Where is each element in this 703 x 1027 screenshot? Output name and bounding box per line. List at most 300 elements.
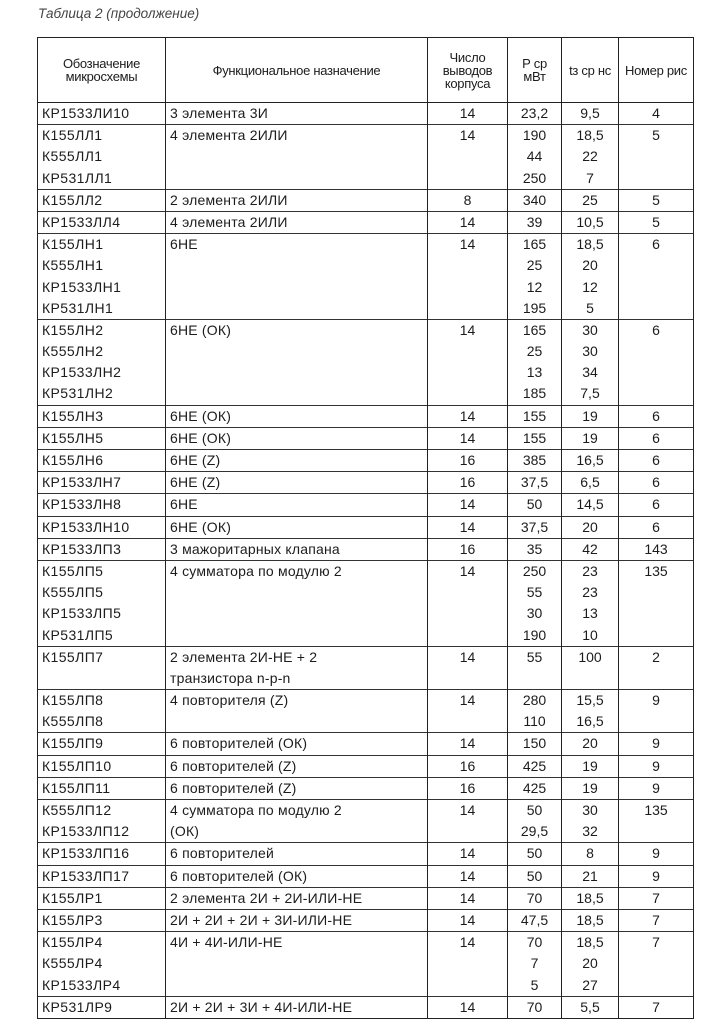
- power-cell-line: 195: [522, 299, 547, 316]
- delay-cell-line: 32: [582, 823, 598, 840]
- table-row: [38, 996, 694, 1018]
- chip-name-cell-line: КР1533ЛН7: [42, 474, 122, 491]
- figure-cell-value: 5: [652, 191, 660, 208]
- table-row: [38, 560, 694, 646]
- pins-cell: [428, 800, 508, 843]
- figure-cell-value: 9: [652, 735, 660, 752]
- function-cell: [166, 646, 428, 689]
- chip-name-cell: [38, 319, 166, 405]
- figure-cell: [619, 405, 694, 427]
- function-cell: [166, 560, 428, 646]
- function-cell-line: 6НЕ (ОК): [170, 407, 232, 424]
- power-cell-line: 150: [522, 735, 547, 752]
- figure-cell-value: 7: [652, 911, 660, 928]
- function-cell-line: 4 элемента 2ИЛИ: [170, 213, 288, 230]
- chip-name-cell-line: К155ЛП11: [42, 779, 111, 796]
- delay-cell-line: 9,5: [580, 105, 600, 121]
- chip-name-cell-line: КР1533ЛП17: [42, 867, 130, 884]
- chip-name-cell-line: К555ЛП5: [42, 584, 104, 601]
- chip-name-cell-line: КР1533ЛН2: [42, 364, 122, 381]
- table-row: [38, 865, 694, 887]
- figure-cell-value: 6: [652, 518, 660, 535]
- function-cell: [166, 319, 428, 405]
- delay-cell-line: 23: [582, 584, 598, 601]
- figure-cell-value: 6: [652, 236, 660, 253]
- header-function: Функциональное назначение: [166, 38, 428, 103]
- table-row: [38, 733, 694, 755]
- function-cell-line: 6 повторителей (Z): [170, 757, 297, 774]
- chip-name-cell: [38, 516, 166, 538]
- delay-cell: [562, 538, 619, 560]
- pins-cell: [428, 494, 508, 516]
- chip-name-cell-line: К555ЛЛ1: [42, 148, 103, 165]
- delay-cell-line: 16,5: [576, 452, 604, 468]
- chip-name-cell-line: КР1533ЛН8: [42, 496, 122, 513]
- delay-cell-line: 20: [582, 735, 598, 752]
- function-cell: [166, 125, 428, 190]
- table-row: [38, 472, 694, 494]
- chip-name-cell: [38, 932, 166, 997]
- pins-cell-value: 14: [459, 429, 476, 446]
- power-cell-line: 155: [522, 407, 547, 424]
- pins-cell-value: 14: [459, 321, 476, 338]
- chip-name-cell-line: К555ЛН2: [42, 343, 104, 360]
- pins-cell-value: 16: [459, 540, 476, 557]
- pins-cell: [428, 450, 508, 472]
- pins-cell: [428, 405, 508, 427]
- power-cell-line: 165: [522, 321, 547, 338]
- figure-cell-value: 143: [644, 540, 668, 557]
- power-cell: [508, 494, 562, 516]
- pins-cell-value: 14: [459, 867, 476, 884]
- delay-cell: [562, 494, 619, 516]
- table-row: [38, 800, 694, 843]
- table-row: [38, 755, 694, 777]
- pins-cell-value: 16: [459, 779, 476, 796]
- chip-name-cell-line: КР1533ЛР4: [42, 976, 121, 993]
- pins-cell: [428, 234, 508, 320]
- delay-cell-line: 30: [582, 321, 598, 338]
- function-cell-line: 4 элемента 2ИЛИ: [170, 127, 288, 144]
- chip-name-cell-line: К555ЛП12: [42, 802, 112, 818]
- pins-cell: [428, 427, 508, 449]
- chip-name-cell-line: КР1533ЛН1: [42, 278, 122, 295]
- power-cell-line: 35: [526, 540, 543, 557]
- delay-cell: [562, 427, 619, 449]
- figure-cell-value: 9: [652, 779, 660, 796]
- chip-name-cell-line: КР1533ЛИ10: [42, 105, 130, 121]
- chip-name-cell-line: КР1533ЛП3: [42, 540, 122, 557]
- power-cell-line: 37,5: [520, 474, 549, 491]
- chip-name-cell: [38, 427, 166, 449]
- function-cell-line: 2И + 2И + 3И + 4И-ИЛИ-НЕ: [170, 998, 353, 1015]
- chip-name-cell: [38, 450, 166, 472]
- chip-name-cell: [38, 865, 166, 887]
- pins-cell-value: 14: [459, 845, 476, 862]
- power-cell-line: 165: [522, 236, 547, 253]
- pins-cell: [428, 472, 508, 494]
- power-cell-line: 385: [522, 452, 547, 468]
- power-cell-line: 47,5: [520, 911, 549, 928]
- function-cell-line: 3 мажоритарных клапана: [170, 540, 340, 557]
- function-cell-line: 6НЕ (ОК): [170, 518, 232, 535]
- function-cell: [166, 234, 428, 320]
- figure-cell: [619, 538, 694, 560]
- chip-name-cell: [38, 125, 166, 190]
- figure-cell-value: 7: [652, 934, 660, 951]
- chip-name-cell-line: К555ЛР4: [42, 955, 103, 972]
- chip-name-cell: [38, 755, 166, 777]
- figure-cell-value: 6: [652, 496, 660, 513]
- function-cell-line: 4И + 4И-ИЛИ-НЕ: [170, 934, 283, 951]
- pins-cell: [428, 932, 508, 997]
- chip-name-cell-line: КР531ЛР9: [42, 998, 113, 1015]
- figure-cell: [619, 125, 694, 190]
- figure-cell-value: 9: [652, 757, 660, 774]
- delay-cell: [562, 865, 619, 887]
- figure-cell: [619, 234, 694, 320]
- power-cell-line: 50: [526, 496, 543, 513]
- delay-cell: [562, 755, 619, 777]
- figure-cell-value: 135: [644, 802, 668, 818]
- delay-cell-line: 23: [582, 562, 598, 579]
- delay-cell: [562, 996, 619, 1018]
- power-cell-line: 110: [523, 713, 546, 730]
- delay-cell-line: 10: [582, 626, 598, 643]
- function-cell-line: (ОК): [170, 823, 200, 840]
- power-cell-line: 185: [522, 385, 547, 402]
- function-cell: [166, 733, 428, 755]
- delay-cell: [562, 800, 619, 843]
- chip-name-cell: [38, 494, 166, 516]
- delay-cell: [562, 450, 619, 472]
- figure-cell-value: 6: [652, 429, 660, 446]
- power-cell-line: 70: [526, 998, 543, 1015]
- power-cell-line: 50: [526, 802, 543, 818]
- delay-cell-line: 42: [582, 540, 598, 557]
- function-cell-line: 2И + 2И + 2И + 3И-ИЛИ-НЕ: [170, 911, 353, 928]
- figure-cell-value: 6: [652, 407, 660, 424]
- figure-cell: [619, 996, 694, 1018]
- power-cell-line: 340: [522, 191, 547, 208]
- function-cell: [166, 103, 428, 125]
- figure-cell: [619, 733, 694, 755]
- delay-cell: [562, 125, 619, 190]
- pins-cell-value: 14: [459, 735, 476, 752]
- pins-cell-value: 14: [459, 648, 476, 665]
- chip-name-cell: [38, 646, 166, 689]
- pins-cell: [428, 843, 508, 865]
- table-row: [38, 690, 694, 733]
- function-cell: [166, 887, 428, 909]
- function-cell-line: 4 сумматора по модулю 2: [170, 802, 342, 818]
- table-row: [38, 189, 694, 211]
- power-cell-line: 13: [526, 364, 543, 381]
- function-cell-line: 6 повторителей: [170, 845, 274, 862]
- delay-cell: [562, 887, 619, 909]
- power-cell-line: 25: [526, 343, 543, 360]
- delay-cell-line: 20: [582, 257, 598, 274]
- pins-cell: [428, 996, 508, 1018]
- delay-cell: [562, 690, 619, 733]
- delay-cell-line: 7: [586, 169, 594, 186]
- function-cell: [166, 516, 428, 538]
- power-cell-line: 425: [522, 779, 547, 796]
- figure-cell: [619, 646, 694, 689]
- power-cell: [508, 887, 562, 909]
- pins-cell-value: 14: [459, 496, 476, 513]
- pins-cell: [428, 538, 508, 560]
- figure-cell-value: 6: [652, 452, 660, 468]
- power-cell-line: 155: [522, 429, 547, 446]
- chip-name-cell-line: К155ЛР1: [42, 889, 103, 906]
- figure-cell: [619, 211, 694, 233]
- chip-name-cell-line: К155ЛР3: [42, 911, 103, 928]
- pins-cell-value: 16: [459, 452, 476, 468]
- microcircuit-table: [37, 37, 694, 1019]
- delay-cell: [562, 909, 619, 931]
- figure-cell-value: 6: [652, 474, 660, 491]
- figure-cell-value: 7: [652, 998, 660, 1015]
- delay-cell-line: 22: [582, 148, 598, 165]
- delay-cell: [562, 777, 619, 799]
- table-row: [38, 125, 694, 190]
- chip-name-cell: [38, 211, 166, 233]
- pins-cell-value: 14: [459, 998, 476, 1015]
- figure-cell: [619, 777, 694, 799]
- power-cell: [508, 103, 562, 125]
- delay-cell-line: 20: [582, 518, 598, 535]
- chip-name-cell-line: К155ЛП10: [42, 757, 112, 774]
- function-cell: [166, 450, 428, 472]
- power-cell-line: 70: [526, 889, 543, 906]
- function-cell-line: 6НЕ (Z): [170, 452, 221, 468]
- function-cell-line: 4 повторителя (Z): [170, 692, 289, 709]
- pins-cell-value: 14: [459, 692, 476, 709]
- pins-cell-value: 14: [459, 802, 476, 818]
- function-cell-line: 6 повторителей (ОК): [170, 867, 308, 884]
- header-name: Обозначение микросхемы: [38, 38, 166, 103]
- chip-name-cell: [38, 472, 166, 494]
- power-cell: [508, 125, 562, 190]
- power-cell: [508, 450, 562, 472]
- delay-cell-line: 19: [582, 757, 598, 774]
- function-cell: [166, 538, 428, 560]
- chip-name-cell-line: К155ЛП8: [42, 692, 104, 709]
- pins-cell-value: 14: [459, 518, 476, 535]
- function-cell: [166, 996, 428, 1018]
- table-row: [38, 909, 694, 931]
- function-cell: [166, 472, 428, 494]
- function-cell-line: 2 элемента 2И + 2И-ИЛИ-НЕ: [170, 889, 363, 906]
- function-cell-line: транзистора n-p-n: [170, 669, 291, 686]
- function-cell-line: 6 повторителей (Z): [170, 779, 297, 796]
- pins-cell: [428, 125, 508, 190]
- delay-cell: [562, 189, 619, 211]
- function-cell: [166, 690, 428, 733]
- pins-cell-value: 14: [459, 889, 476, 906]
- chip-name-cell: [38, 234, 166, 320]
- figure-cell: [619, 189, 694, 211]
- power-cell: [508, 211, 562, 233]
- function-cell: [166, 494, 428, 516]
- delay-cell: [562, 211, 619, 233]
- table-row: [38, 450, 694, 472]
- pins-cell: [428, 690, 508, 733]
- table-row: [38, 405, 694, 427]
- chip-name-cell-line: К155ЛР4: [42, 934, 103, 951]
- chip-name-cell: [38, 909, 166, 931]
- chip-name-cell: [38, 733, 166, 755]
- table-row: [38, 538, 694, 560]
- chip-name-cell: [38, 538, 166, 560]
- power-cell: [508, 560, 562, 646]
- pins-cell-value: 8: [463, 191, 472, 208]
- figure-cell-value: 9: [652, 845, 660, 862]
- power-cell: [508, 996, 562, 1018]
- delay-cell: [562, 560, 619, 646]
- power-cell-line: 37,5: [520, 518, 549, 535]
- power-cell-line: 25: [526, 257, 543, 274]
- power-cell-line: 190: [522, 127, 547, 144]
- chip-name-cell: [38, 996, 166, 1018]
- power-cell: [508, 733, 562, 755]
- chip-name-cell: [38, 800, 166, 843]
- pins-cell-value: 14: [459, 105, 476, 121]
- delay-cell: [562, 319, 619, 405]
- power-cell-line: 39: [526, 213, 543, 230]
- figure-cell-value: 2: [652, 648, 660, 665]
- function-cell-line: 6НЕ (Z): [170, 474, 221, 491]
- delay-cell-line: 34: [582, 364, 598, 381]
- table-row: [38, 887, 694, 909]
- delay-cell-line: 12: [582, 278, 598, 295]
- chip-name-cell-line: К555ЛП8: [42, 713, 104, 730]
- table-row: [38, 494, 694, 516]
- pins-cell: [428, 516, 508, 538]
- figure-cell-value: 9: [652, 867, 660, 884]
- function-cell-line: 6НЕ (ОК): [170, 429, 232, 446]
- function-cell-line: 6НЕ (ОК): [170, 321, 232, 338]
- power-cell: [508, 405, 562, 427]
- pins-cell-value: 14: [459, 934, 476, 951]
- table-row: [38, 211, 694, 233]
- figure-cell: [619, 800, 694, 843]
- table-row: [38, 319, 694, 405]
- delay-cell-line: 7,5: [580, 385, 600, 402]
- delay-cell-line: 10,5: [576, 213, 604, 230]
- chip-name-cell-line: КР531ЛН1: [42, 299, 114, 316]
- header-delay: tз ср нс: [562, 38, 619, 103]
- power-cell: [508, 646, 562, 689]
- power-cell-line: 55: [526, 648, 543, 665]
- power-cell: [508, 516, 562, 538]
- table-row: [38, 646, 694, 689]
- pins-cell: [428, 646, 508, 689]
- function-cell-line: 6НЕ: [170, 236, 198, 253]
- power-cell-line: 30: [526, 605, 543, 622]
- figure-cell-value: 5: [652, 213, 660, 230]
- figure-cell: [619, 755, 694, 777]
- delay-cell-line: 18,5: [576, 911, 604, 928]
- delay-cell-line: 5: [586, 299, 594, 316]
- pins-cell-value: 14: [459, 911, 476, 928]
- delay-cell: [562, 646, 619, 689]
- chip-name-cell-line: К155ЛН3: [42, 407, 104, 424]
- pins-cell: [428, 865, 508, 887]
- power-cell: [508, 427, 562, 449]
- delay-cell: [562, 472, 619, 494]
- power-cell: [508, 690, 562, 733]
- figure-cell: [619, 450, 694, 472]
- power-cell: [508, 843, 562, 865]
- chip-name-cell-line: К155ЛН6: [42, 452, 104, 468]
- power-cell-line: 50: [526, 845, 543, 862]
- function-cell: [166, 405, 428, 427]
- function-cell: [166, 777, 428, 799]
- figure-cell: [619, 690, 694, 733]
- power-cell-line: 7: [530, 955, 539, 972]
- power-cell-line: 29,5: [520, 823, 549, 840]
- figure-cell-value: 7: [652, 889, 660, 906]
- delay-cell-line: 6,5: [580, 474, 600, 491]
- pins-cell: [428, 103, 508, 125]
- power-cell-line: 425: [522, 757, 547, 774]
- power-cell: [508, 932, 562, 997]
- table-row: [38, 516, 694, 538]
- pins-cell-value: 14: [459, 407, 476, 424]
- power-cell-line: 250: [522, 169, 547, 186]
- delay-cell-line: 19: [582, 429, 598, 446]
- table-header-row: [38, 38, 694, 103]
- delay-cell-line: 25: [582, 191, 598, 208]
- chip-name-cell-line: КР1533ЛП5: [42, 605, 122, 622]
- figure-cell: [619, 427, 694, 449]
- pins-cell: [428, 319, 508, 405]
- chip-name-cell-line: К155ЛП7: [42, 648, 104, 665]
- delay-cell-line: 27: [582, 976, 598, 993]
- function-cell-line: 3 элемента 3И: [170, 105, 268, 121]
- table-body: [38, 103, 694, 1019]
- delay-cell-line: 14,5: [576, 496, 604, 513]
- figure-cell: [619, 103, 694, 125]
- function-cell-line: 4 сумматора по модулю 2: [170, 562, 342, 579]
- power-cell-line: 250: [522, 562, 547, 579]
- chip-name-cell: [38, 843, 166, 865]
- pins-cell: [428, 733, 508, 755]
- figure-cell: [619, 319, 694, 405]
- chip-name-cell-line: К155ЛЛ1: [42, 127, 103, 144]
- function-cell-line: 2 элемента 2И-НЕ + 2: [170, 648, 318, 665]
- chip-name-cell-line: КР1533ЛЛ4: [42, 213, 121, 230]
- power-cell: [508, 800, 562, 843]
- function-cell: [166, 427, 428, 449]
- figure-cell: [619, 932, 694, 997]
- figure-cell: [619, 472, 694, 494]
- power-cell-line: 12: [526, 278, 543, 295]
- figure-cell-value: 5: [652, 127, 660, 144]
- power-cell: [508, 538, 562, 560]
- delay-cell-line: 30: [582, 802, 598, 818]
- pins-cell-value: 14: [459, 127, 476, 144]
- chip-name-cell: [38, 777, 166, 799]
- function-cell: [166, 865, 428, 887]
- figure-cell-value: 6: [652, 321, 660, 338]
- pins-cell: [428, 560, 508, 646]
- table-row: [38, 777, 694, 799]
- pins-cell: [428, 755, 508, 777]
- chip-name-cell-line: КР531ЛЛ1: [42, 169, 113, 186]
